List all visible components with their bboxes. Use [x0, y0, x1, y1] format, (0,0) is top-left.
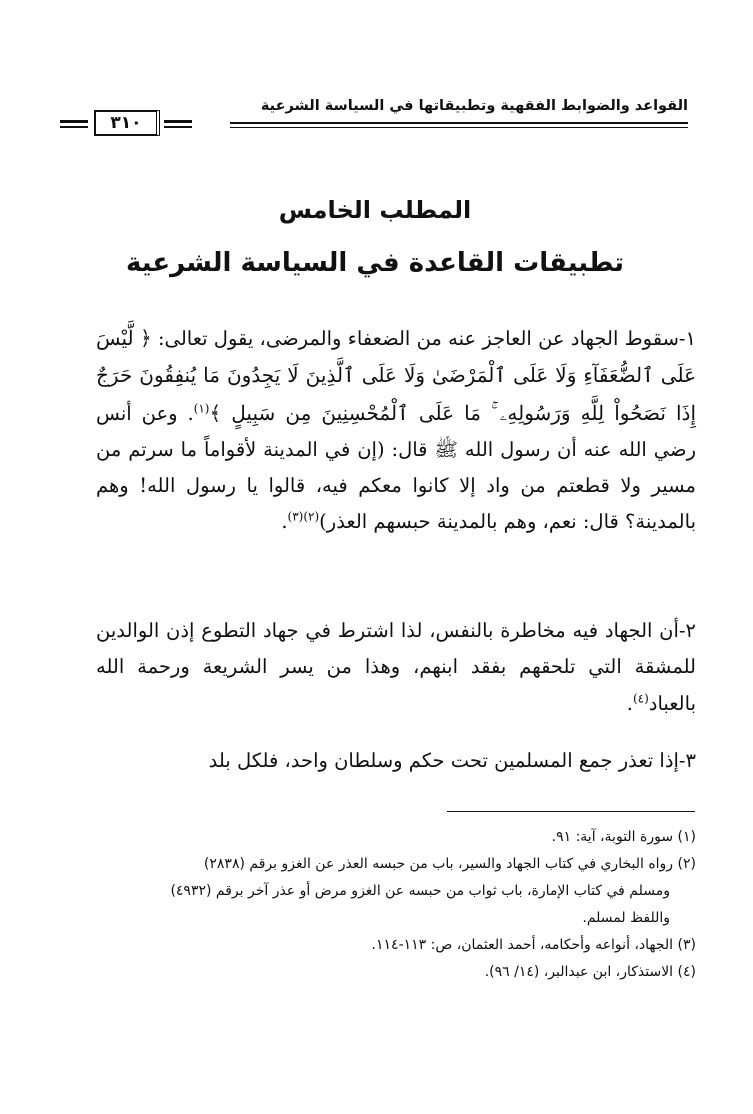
- footnote-ref-3: (٣): [287, 509, 304, 524]
- footnote-number: (٢): [677, 856, 696, 872]
- header-rule: [230, 122, 688, 124]
- footnote-1: [96, 824, 696, 851]
- section-title: تطبيقات القاعدة في السياسة الشرعية: [125, 248, 625, 278]
- paragraph-1-intro: ١-سقوط الجهاد عن العاجز عنه من الضعفاء والمرضى، يقول تعالى:: [151, 327, 696, 350]
- footnote-2-continuation-2: واللفظ لمسلم.: [582, 910, 670, 926]
- footnote-number: (١): [677, 829, 696, 845]
- paragraph-2-text: ٢-أن الجهاد فيه مخاطرة بالنفس، لذا اشترط في جهاد التطوع إذن الوالدين للمشقة التي تلحقهم بفقد ابنهم، وهذا من يسر الشريعة ورحمة الله بالعباد: [96, 619, 696, 715]
- paragraph-3: [96, 743, 696, 779]
- paragraph-1-end: .: [281, 510, 288, 534]
- header-left-dash-thin: [60, 126, 88, 128]
- header-rule-thin: [230, 127, 688, 128]
- footnote-ref-2: (٢): [303, 509, 320, 524]
- running-head-title: القواعد والضوابط الفقهية وتطبيقاتها في السياسة الشرعية: [260, 98, 688, 114]
- page-header: [88, 96, 688, 136]
- paragraph-1: [96, 320, 696, 541]
- footnote-3: [96, 932, 696, 959]
- quran-verse: ﴿ لَّيْسَ عَلَى ٱلضُّعَفَآءِ وَلَا عَلَى ٱلْمَرْضَىٰ وَلَا عَلَى ٱلَّذِينَ لَا يَجِدُونَ مَا يُنفِقُونَ حَرَجٌ إِذَا نَصَحُواْ لِلَّهِ وَرَسُولِهِۦ ۚ مَا عَلَى ٱلْمُحْسِنِينَ مِن سَبِيلٍ ﴾: [96, 326, 697, 425]
- header-mid-dash-thin: [164, 126, 192, 128]
- header-left-dash: [60, 120, 88, 123]
- footnote-separator: [447, 811, 695, 812]
- footnote-text: الاستذكار، ابن عبدالبر، (١٤/ ٩٦).: [484, 964, 674, 980]
- paragraph-2-end: .: [626, 691, 633, 715]
- footnote-4: [96, 959, 696, 986]
- footnote-2-continuation: ومسلم في كتاب الإمارة، باب ثواب من حبسه عن الغزو مرض أو عذر آخر برقم (٤٩٣٢): [170, 883, 670, 899]
- hadith-text: . وعن أنس رضي الله عنه أن رسول الله ﷺ قال: (إن في المدينة لأقواماً ما سرتم من مسير ولا قطعتم من واد إلا كانوا معكم فيه، قالوا يا رسول الله! وهم بالمدينة؟ قال: نعم، وهم بالمدينة حبسهم العذر): [96, 401, 696, 534]
- footnote-text: الجهاد، أنواعه وأحكامه، أحمد العثمان، ص: ١١٣-١١٤.: [371, 937, 674, 953]
- footnote-2: [96, 851, 696, 878]
- footnote-number: (٣): [677, 937, 696, 953]
- footnote-number: (٤): [677, 964, 696, 980]
- page-number: ٣١٠: [94, 110, 160, 136]
- footnote-text: رواه البخاري في كتاب الجهاد والسير، باب من حبسه العذر عن الغزو برقم (٢٨٣٨): [203, 856, 674, 872]
- paragraph-2: [96, 613, 696, 722]
- footnotes: [96, 824, 696, 986]
- subsection-title: المطلب الخامس: [278, 196, 472, 224]
- paragraph-3-text: ٣-إذا تعذر جمع المسلمين تحت حكم وسلطان واحد، فلكل بلد: [208, 749, 696, 772]
- header-mid-dash: [164, 120, 192, 123]
- footnote-ref-1: (١): [193, 401, 210, 416]
- footnote-text: سورة التوبة، آية: ٩١.: [551, 829, 674, 845]
- footnote-ref-4: (٤): [632, 691, 649, 706]
